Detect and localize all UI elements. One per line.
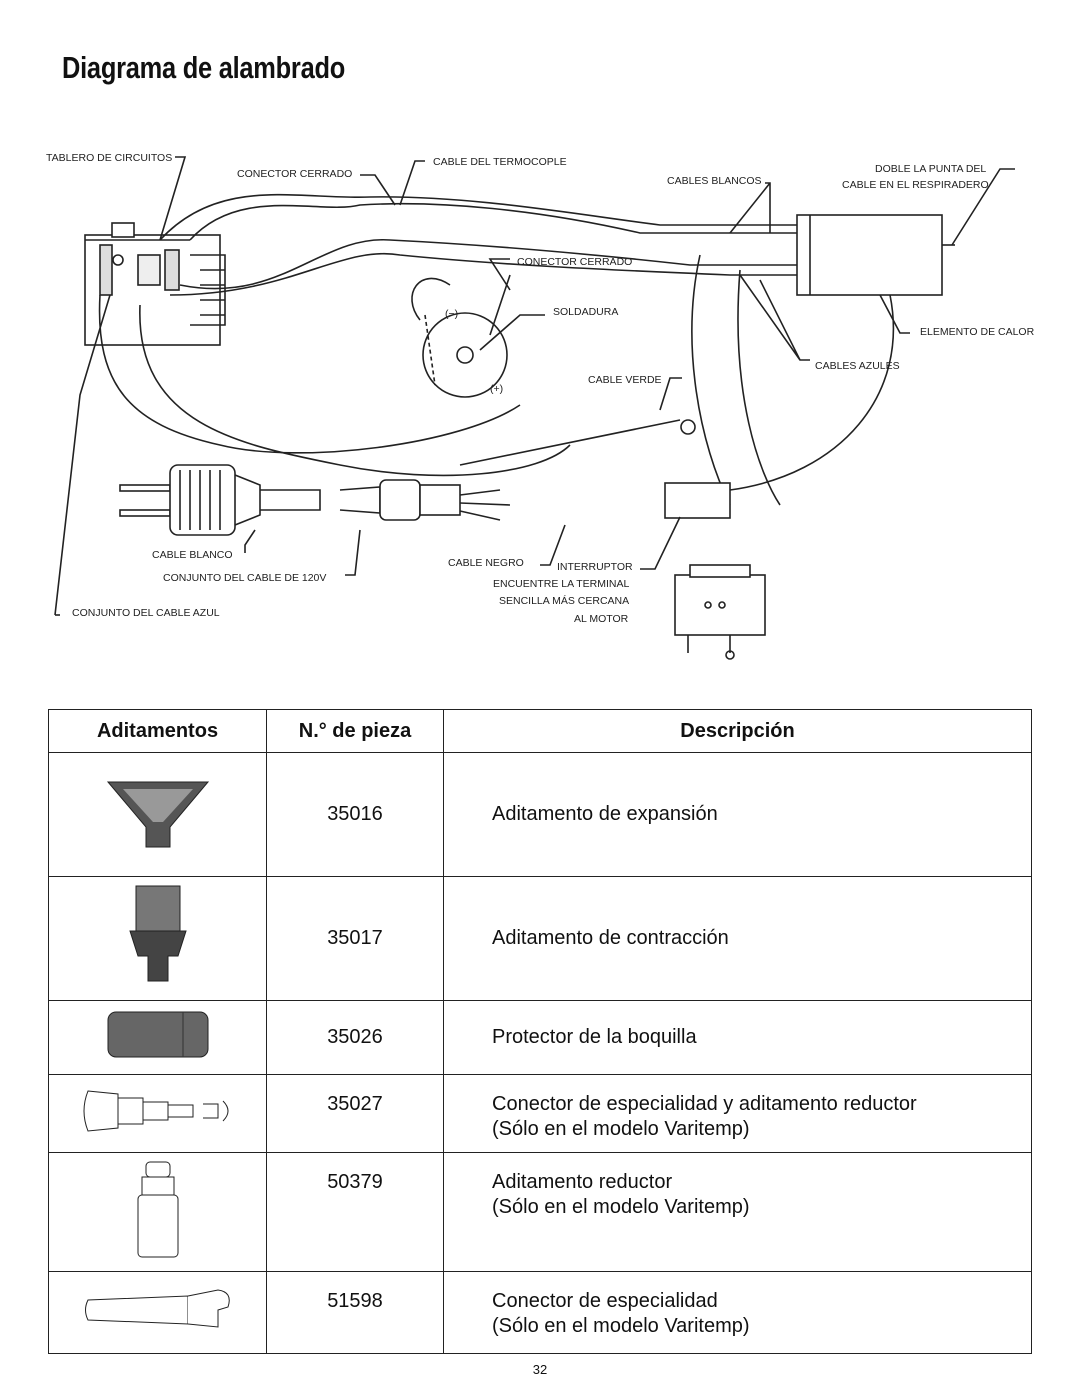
- label-doble-punta-1: DOBLE LA PUNTA DEL: [875, 163, 987, 175]
- description-line-1: Aditamento de expansión: [492, 803, 718, 825]
- page-title: Diagrama de alambrado: [62, 50, 346, 85]
- label-doble-punta-2: CABLE EN EL RESPIRADERO: [842, 179, 989, 191]
- description: [444, 1075, 1032, 1153]
- description: [444, 1153, 1032, 1272]
- label-plus: (+): [490, 383, 504, 395]
- label-cable-verde: CABLE VERDE: [588, 374, 662, 386]
- description-line-1: Conector de especialidad: [492, 1290, 718, 1312]
- header-aditamentos: Aditamentos: [49, 710, 267, 753]
- part-number: 51598: [267, 1272, 444, 1354]
- label-encuentre-2: SENCILLA MÁS CERCANA: [499, 595, 630, 607]
- table-row: [49, 1153, 1032, 1272]
- label-tablero: TABLERO DE CIRCUITOS: [46, 152, 173, 164]
- label-minus: (−): [445, 308, 459, 320]
- circuit-board-icon: [85, 223, 225, 345]
- description: [444, 1272, 1032, 1354]
- description: [444, 877, 1032, 1001]
- description-line-2: (Sólo en el modelo Varitemp): [492, 1118, 750, 1140]
- description: [444, 753, 1032, 877]
- expansion-nozzle-icon: [49, 753, 267, 877]
- description-line-1: Protector de la boquilla: [492, 1026, 697, 1048]
- page-number: 32: [532, 1362, 548, 1377]
- specialty-connector-icon: [49, 1272, 267, 1354]
- part-number: 35026: [267, 1001, 444, 1075]
- label-cables-azules: CABLES AZULES: [815, 360, 900, 372]
- description: [444, 1001, 1032, 1075]
- part-number: 50379: [267, 1153, 444, 1272]
- table-row: [49, 877, 1032, 1001]
- description-line-1: Conector de especialidad y aditamento reductor: [492, 1093, 917, 1115]
- label-elemento-calor: ELEMENTO DE CALOR: [920, 326, 1035, 338]
- description-line-1: Aditamento reductor: [492, 1171, 673, 1193]
- parts-table: [48, 709, 1032, 1354]
- label-conjunto-120v: CONJUNTO DEL CABLE DE 120V: [163, 572, 327, 584]
- table-row: [49, 1272, 1032, 1354]
- label-encuentre-1: ENCUENTRE LA TERMINAL: [493, 578, 630, 590]
- part-number: 35017: [267, 877, 444, 1001]
- label-encuentre-3: AL MOTOR: [574, 613, 629, 625]
- header-part-number: N.° de pieza: [267, 710, 444, 753]
- label-cable-termocople: CABLE DEL TERMOCOPLE: [433, 156, 567, 168]
- nozzle-protector-icon: [49, 1001, 267, 1075]
- label-cable-negro: CABLE NEGRO: [448, 557, 524, 569]
- label-soldadura: SOLDADURA: [553, 306, 619, 318]
- table-row: [49, 753, 1032, 877]
- specialty-connector-reducer-icon: [49, 1075, 267, 1153]
- label-cable-blanco: CABLE BLANCO: [152, 549, 233, 561]
- description-line-2: (Sólo en el modelo Varitemp): [492, 1315, 750, 1337]
- label-conector-cerrado-2: CONECTOR CERRADO: [517, 256, 633, 268]
- table-row: [49, 1075, 1032, 1153]
- description-line-2: (Sólo en el modelo Varitemp): [492, 1196, 750, 1218]
- table-row: [49, 1001, 1032, 1075]
- switch-icon: [665, 483, 765, 659]
- part-number: 35027: [267, 1075, 444, 1153]
- header-descripcion: Descripción: [444, 710, 1032, 753]
- table-header-row: [49, 710, 1032, 753]
- heater-element-icon: [797, 215, 955, 295]
- label-conjunto-azul: CONJUNTO DEL CABLE AZUL: [72, 607, 220, 619]
- label-conector-cerrado-1: CONECTOR CERRADO: [237, 168, 353, 180]
- label-interruptor: INTERRUPTOR: [557, 561, 633, 573]
- reducer-icon: [49, 1153, 267, 1272]
- label-cables-blancos: CABLES BLANCOS: [667, 175, 762, 187]
- part-number: 35016: [267, 753, 444, 877]
- wiring-diagram: [40, 145, 1040, 665]
- description-line-1: Aditamento de contracción: [492, 927, 729, 949]
- contraction-nozzle-icon: [49, 877, 267, 1001]
